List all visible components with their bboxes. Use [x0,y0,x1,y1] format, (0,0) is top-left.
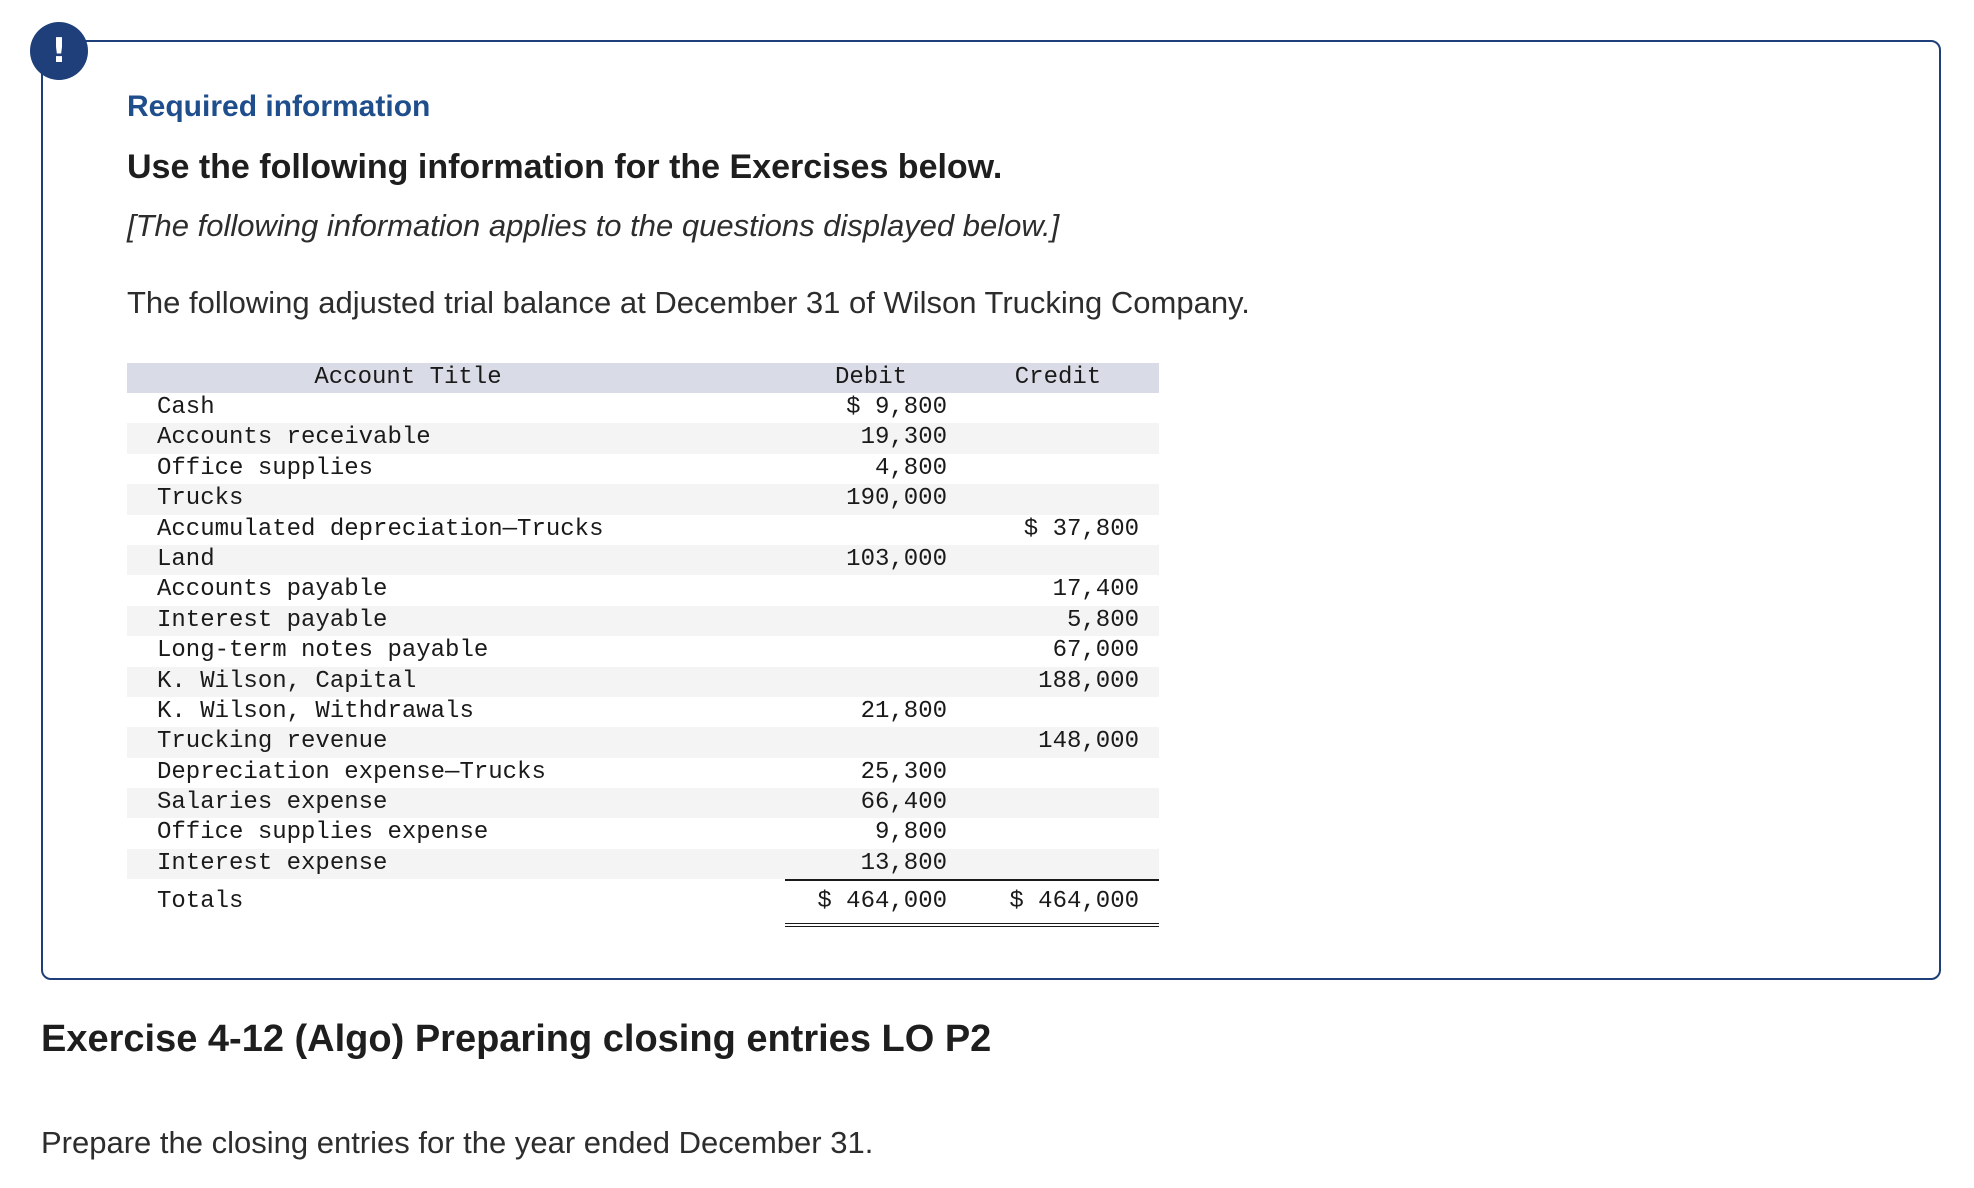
account-cell: Interest expense [157,849,388,877]
header-account-title: Account Title [314,364,502,391]
table-row [127,667,1159,697]
credit-cell [963,545,1159,575]
table-row [127,515,1159,545]
debit-cell: 103,000 [846,545,947,573]
table-row [127,423,1159,453]
account-cell: Trucks [157,485,244,513]
table-row [127,545,1159,575]
account-cell: Depreciation expense—Trucks [157,758,546,786]
debit-cell: 66,400 [860,789,947,817]
debit-cell [785,575,963,605]
account-cell: Salaries expense [157,789,388,817]
exercise-instruction: Prepare the closing entries for the year ended December 31. [41,1125,874,1160]
debit-cell: 9,800 [874,819,947,847]
table-row [127,849,1159,879]
exclamation-icon [30,22,88,80]
table-row [127,636,1159,666]
table-row [127,606,1159,636]
debit-cell: 25,300 [860,758,947,786]
credit-cell [963,393,1159,423]
account-cell: Accounts payable [157,576,388,604]
debit-cell: 21,800 [860,697,947,725]
account-cell: Long-term notes payable [157,637,489,665]
account-cell: Accounts receivable [157,424,431,452]
credit-cell [963,758,1159,788]
debit-cell: 190,000 [846,485,947,513]
credit-cell: $ 37,800 [1023,515,1139,543]
debit-cell: 19,300 [860,424,947,452]
applies-note: [The following information applies to the questions displayed below.] [127,208,1060,243]
totals-credit: $ 464,000 [1009,888,1139,916]
account-cell: Office supplies expense [157,819,489,847]
required-info-title: Required information [127,90,431,123]
debit-cell [785,606,963,636]
credit-cell [963,818,1159,848]
credit-cell [963,484,1159,514]
account-cell: Cash [157,394,215,421]
account-cell: Interest payable [157,606,388,634]
credit-cell: 148,000 [1038,728,1139,756]
table-body [127,393,1159,879]
debit-cell: $ 9,800 [846,394,947,421]
table-row [127,727,1159,757]
debit-cell [785,636,963,666]
table-row [127,788,1159,818]
debit-cell [785,727,963,757]
credit-cell [963,788,1159,818]
table-row [127,454,1159,484]
header-credit: Credit [1014,364,1102,391]
credit-cell [963,849,1159,879]
account-cell: Land [157,545,215,573]
trial-balance-table [127,363,1159,927]
totals-double-rule [785,923,1159,927]
debit-cell: 13,800 [860,849,947,877]
account-cell: K. Wilson, Capital [157,667,417,695]
account-cell: K. Wilson, Withdrawals [157,697,474,725]
credit-cell [963,697,1159,727]
credit-cell: 188,000 [1038,667,1139,695]
table-row [127,697,1159,727]
credit-cell: 67,000 [1052,637,1139,665]
table-header [127,363,1159,393]
intro-text: The following adjusted trial balance at December 31 of Wilson Trucking Company. [127,285,1250,320]
credit-cell: 17,400 [1052,576,1139,604]
account-cell: Office supplies [157,454,374,482]
credit-cell [963,454,1159,484]
table-row [127,575,1159,605]
table-row [127,484,1159,514]
totals-row [127,881,1159,923]
credit-cell: 5,800 [1066,606,1139,634]
credit-cell [963,423,1159,453]
exercise-title: Exercise 4-12 (Algo) Preparing closing entries LO P2 [41,1018,992,1060]
table-row [127,758,1159,788]
debit-cell [785,515,963,545]
table-row [127,818,1159,848]
totals-label: Totals [157,888,244,916]
use-info-heading: Use the following information for the Exercises below. [127,148,1003,186]
alert-glyph: ! [51,31,67,71]
table-row [127,393,1159,423]
debit-cell: 4,800 [874,454,947,482]
debit-cell [785,667,963,697]
account-cell: Accumulated depreciation—Trucks [157,515,604,543]
account-cell: Trucking revenue [157,728,388,756]
header-debit: Debit [834,364,907,391]
totals-debit: $ 464,000 [817,888,947,916]
